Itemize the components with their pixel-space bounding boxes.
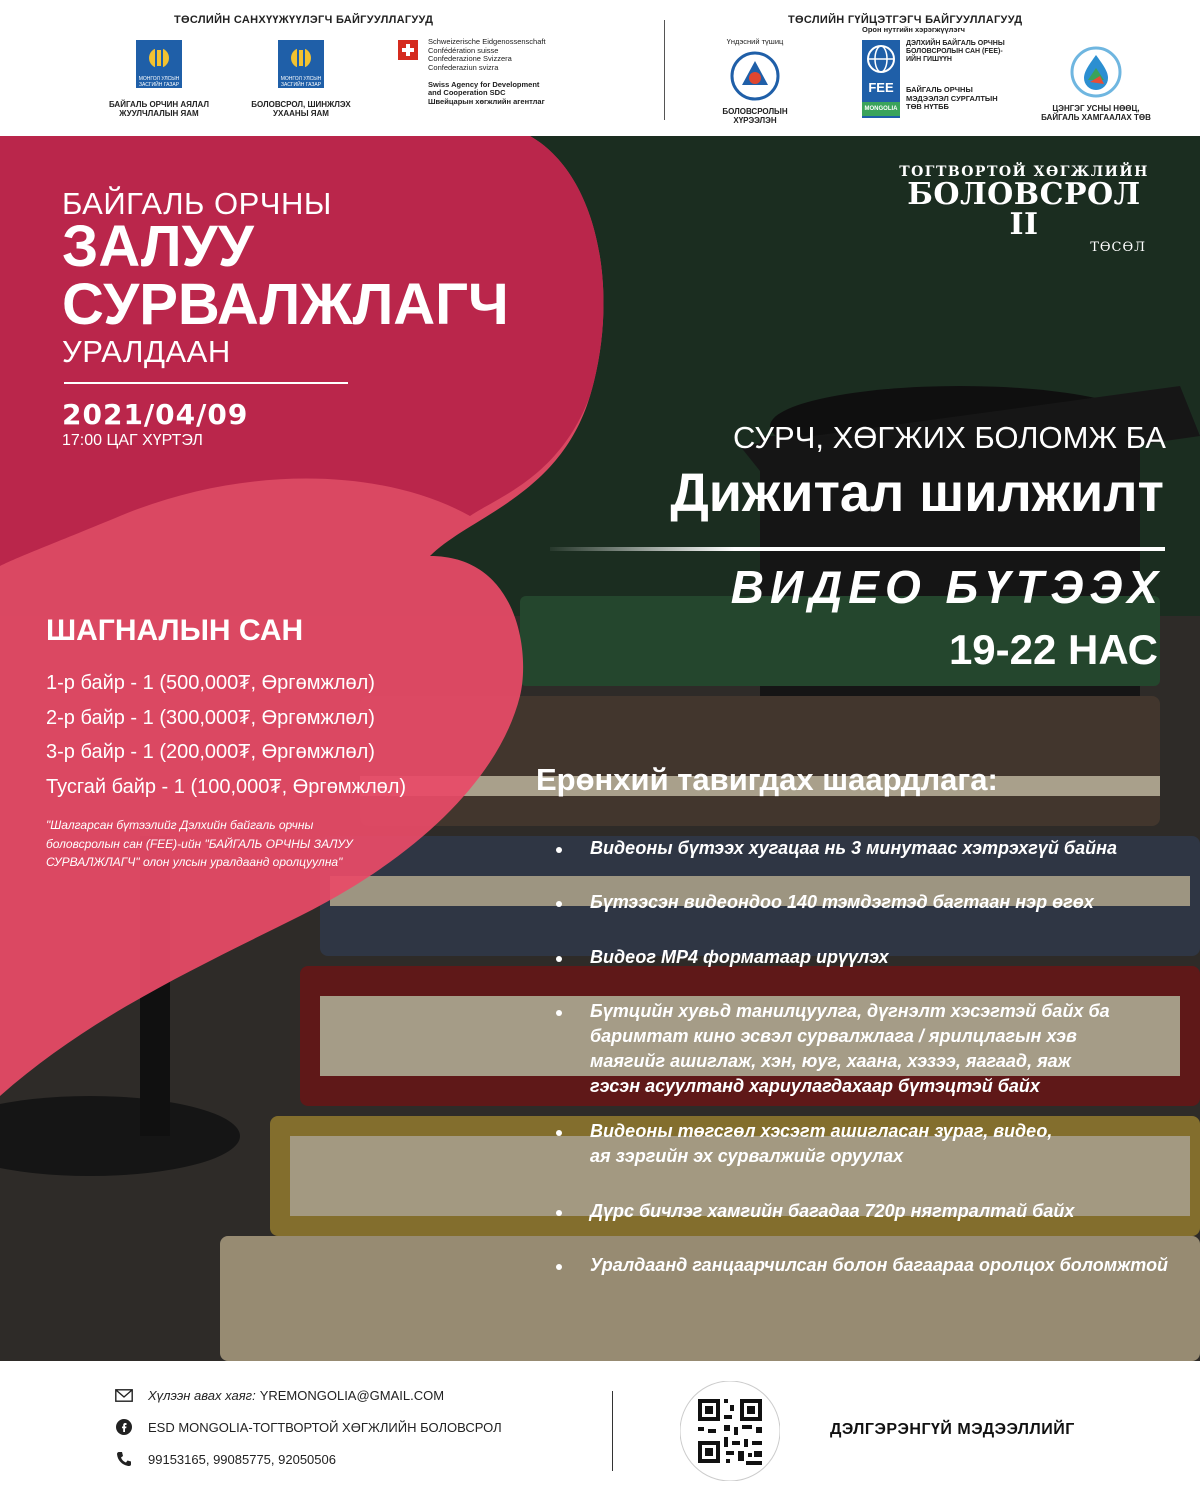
email-label: Хүлээн авах хаяг: bbox=[148, 1387, 256, 1403]
bullet-icon bbox=[556, 1264, 562, 1270]
facebook-icon bbox=[114, 1419, 134, 1435]
emblem-text: МОНГОЛ УЛСЫН ЗАСГИЙН ГАЗАР bbox=[136, 77, 182, 88]
hero-banner bbox=[0, 136, 1200, 1361]
institute-caption: БОЛОВСРОЛЫН ХҮРЭЭЛЭН bbox=[722, 106, 788, 125]
implementers-title: ТӨСЛИЙН ГҮЙЦЭТГЭГЧ БАЙГУУЛЛАГУУД bbox=[788, 14, 1023, 26]
swiss-line-3: Confederazione Svizzera bbox=[428, 54, 512, 64]
bullet-icon bbox=[556, 1210, 562, 1216]
phone-icon bbox=[114, 1451, 134, 1467]
institute-education-logo bbox=[710, 38, 800, 125]
fee-mongolia-logo bbox=[862, 25, 1012, 112]
institute-emblem-icon bbox=[730, 51, 780, 101]
requirement-item bbox=[556, 1253, 1196, 1278]
prize-item: Тусгай байр - 1 (100,000₮, Өргөмжлөл) bbox=[46, 775, 407, 798]
contact-footer bbox=[0, 1361, 1200, 1500]
requirement-text: Бүтээсэн видеондоо 140 тэмдэгтэд багтаан нэр өгөх bbox=[590, 892, 1094, 912]
brand-main-text: БОЛОВСРОЛ II bbox=[907, 177, 1141, 242]
emblem-text: МОНГОЛ УЛСЫН ЗАСГИЙН ГАЗАР bbox=[278, 77, 324, 88]
requirement-text: Видеоны бүтээх хугацаа нь 3 минутаас хэтрэхгүй байна bbox=[590, 838, 1117, 858]
requirement-item bbox=[556, 1119, 1066, 1169]
requirement-text: Уралдаанд ганцаарчилсан болон багаараа оролцох боломжтой bbox=[590, 1255, 1169, 1275]
swiss-flag-icon bbox=[398, 40, 418, 60]
title-line-1: БАЙГАЛЬ ОРЧНЫ bbox=[62, 186, 332, 221]
esd-brand-logo bbox=[896, 164, 1152, 255]
bullet-icon bbox=[556, 1010, 562, 1016]
freshwater-caption: ЦЭНГЭГ УСНЫ НӨӨЦ, БАЙГАЛЬ ХАМГААЛАХ ТӨВ bbox=[1041, 104, 1151, 123]
funders-title: ТӨСЛИЙН САНХҮҮЖҮҮЛЭГЧ БАЙГУУЛЛАГУУД bbox=[174, 14, 434, 26]
facebook-row bbox=[114, 1419, 502, 1435]
theme-rule bbox=[550, 547, 1165, 551]
email-row bbox=[114, 1387, 444, 1403]
deadline-date: 2021/04/09 bbox=[62, 398, 249, 431]
requirement-item bbox=[556, 999, 1126, 1099]
swiss-line-2: Confédération suisse bbox=[428, 45, 499, 55]
swiss-line-4: Confederaziun svizra bbox=[428, 62, 499, 72]
requirements-title: Ерөнхий тавигдах шаардлага: bbox=[536, 762, 998, 797]
requirement-text: Бүтцийн хувьд танилцуулга, дүгнэлт хэсэгтэй байх ба баримтат кино эсвэл сурвалжлага / ярилцлагын хэв маягийг ашиглаж, хэн, юуг, хаана, хэзээ, яагаад, яаж гэсэн асуултанд хариулагдахаар бүтэцтэй байх bbox=[590, 1001, 1110, 1096]
more-info-label: ДЭЛГЭРЭНГҮЙ МЭДЭЭЛЛИЙГ bbox=[830, 1421, 1075, 1438]
sponsor-header bbox=[0, 0, 1200, 136]
swiss-line-1: Schweizerische Eidgenossenschaft bbox=[428, 37, 546, 46]
requirement-item bbox=[556, 1199, 1186, 1224]
fee-badge bbox=[862, 40, 900, 118]
footer-divider bbox=[612, 1391, 613, 1471]
water-drop-icon bbox=[1070, 46, 1122, 98]
prize-note: "Шалгарсан бүтээлийг Дэлхийн байгаль орчны боловсролын сан (FEE)-ийн "БАЙГАЛЬ ОРЧНЫ ЗАЛУУ СУРВАЛЖЛАГЧ" олон улсын уралдаанд оролцуулна" bbox=[46, 818, 353, 870]
bullet-icon bbox=[556, 1130, 562, 1136]
deadline-time: 17:00 ЦАГ ХҮРТЭЛ bbox=[62, 432, 203, 449]
ministry-education-caption: БОЛОВСРОЛ, ШИНЖЛЭХ УХААНЫ ЯАМ bbox=[251, 100, 351, 119]
email-address[interactable]: YREMONGOLIA@GMAIL.COM bbox=[259, 1387, 445, 1403]
title-line-2: ЗАЛУУ bbox=[62, 214, 254, 279]
requirement-text: Видеог MP4 форматаар ирүүлэх bbox=[590, 947, 889, 967]
bullet-icon bbox=[556, 847, 562, 853]
envelope-icon bbox=[114, 1387, 134, 1403]
title-rule bbox=[64, 382, 348, 384]
header-divider bbox=[664, 20, 665, 120]
brand-top-text: ТОГТВОРТОЙ ХӨГЖЛИЙН bbox=[899, 164, 1149, 180]
phone-row bbox=[114, 1451, 336, 1467]
prize-item: 3-р байр - 1 (200,000₮, Өргөмжлөл) bbox=[46, 741, 375, 763]
age-range: 19-22 НАС bbox=[948, 626, 1158, 673]
fee-top-label: Орон нутгийн хэрэгжүүлэгч bbox=[862, 25, 966, 34]
ngo-caption: БАЙГАЛЬ ОРЧНЫ МЭДЭЭЛЭЛ СУРГАЛТЫН ТӨВ НҮТББ bbox=[906, 85, 998, 112]
globe-icon bbox=[866, 44, 896, 74]
facebook-page[interactable]: ESD MONGOLIA-ТОГТВОРТОЙ ХӨГЖЛИЙН БОЛОВСРОЛ bbox=[148, 1419, 502, 1435]
ministry-education-logo bbox=[246, 40, 356, 118]
prize-fund-title: ШАГНАЛЫН САН bbox=[46, 614, 304, 647]
fee-logo-text: FEE bbox=[868, 80, 894, 95]
requirement-text: Дүрс бичлэг хамгийн багадаа 720p нягтралтай байх bbox=[590, 1201, 1075, 1221]
title-line-3: СУРВАЛЖЛАГЧ bbox=[62, 272, 509, 337]
video-heading: ВИДЕО БҮТЭЭХ bbox=[730, 561, 1164, 613]
ministry-environment-caption: БАЙГАЛЬ ОРЧИН АЯЛАЛ ЖУУЛЧЛАЛЫН ЯАМ bbox=[108, 100, 210, 119]
theme-line-2: Дижитал шилжилт bbox=[670, 463, 1164, 523]
requirement-item bbox=[556, 890, 1186, 915]
requirement-text: Видеоны төгсгөл хэсэгт ашигласан зураг, видео, ая зэргийн эх сурвалжийг оруулах bbox=[590, 1121, 1053, 1166]
fee-sub-text: MONGOLIA bbox=[862, 102, 900, 116]
prize-item: 2-р байр - 1 (300,000₮, Өргөмжлөл) bbox=[46, 706, 375, 729]
bullet-icon bbox=[556, 901, 562, 907]
sdc-line-1: Swiss Agency for Development bbox=[428, 79, 540, 89]
requirement-item bbox=[556, 836, 1186, 861]
brand-sub-text: ТӨСӨЛ bbox=[1090, 240, 1146, 255]
freshwater-center-logo bbox=[1036, 46, 1156, 122]
sdc-line-2: and Cooperation SDC bbox=[428, 88, 506, 98]
sdc-line-mn: Швейцарын хөгжлийн агентлаг bbox=[428, 96, 545, 106]
phone-numbers[interactable]: 99153165, 99085775, 92050506 bbox=[148, 1451, 336, 1467]
fee-member-caption: ДЭЛХИЙН БАЙГАЛЬ ОРЧНЫ БОЛОВСРОЛЫН САН (FEE)-ИЙН ГИШҮҮН bbox=[906, 40, 1005, 64]
prize-item: 1-р байр - 1 (500,000₮, Өргөмжлөл) bbox=[46, 672, 375, 694]
requirement-item bbox=[556, 945, 1186, 970]
institute-top-label: Үндэсний түшиц bbox=[726, 37, 784, 46]
theme-line-1: СУРЧ, ХӨГЖИХ БОЛОМЖ БА bbox=[732, 420, 1166, 455]
bullet-icon bbox=[556, 956, 562, 962]
qr-code-icon[interactable] bbox=[680, 1381, 780, 1481]
title-line-4: УРАЛДААН bbox=[62, 334, 231, 369]
ministry-environment-logo bbox=[104, 40, 214, 118]
prize-list bbox=[46, 672, 406, 810]
